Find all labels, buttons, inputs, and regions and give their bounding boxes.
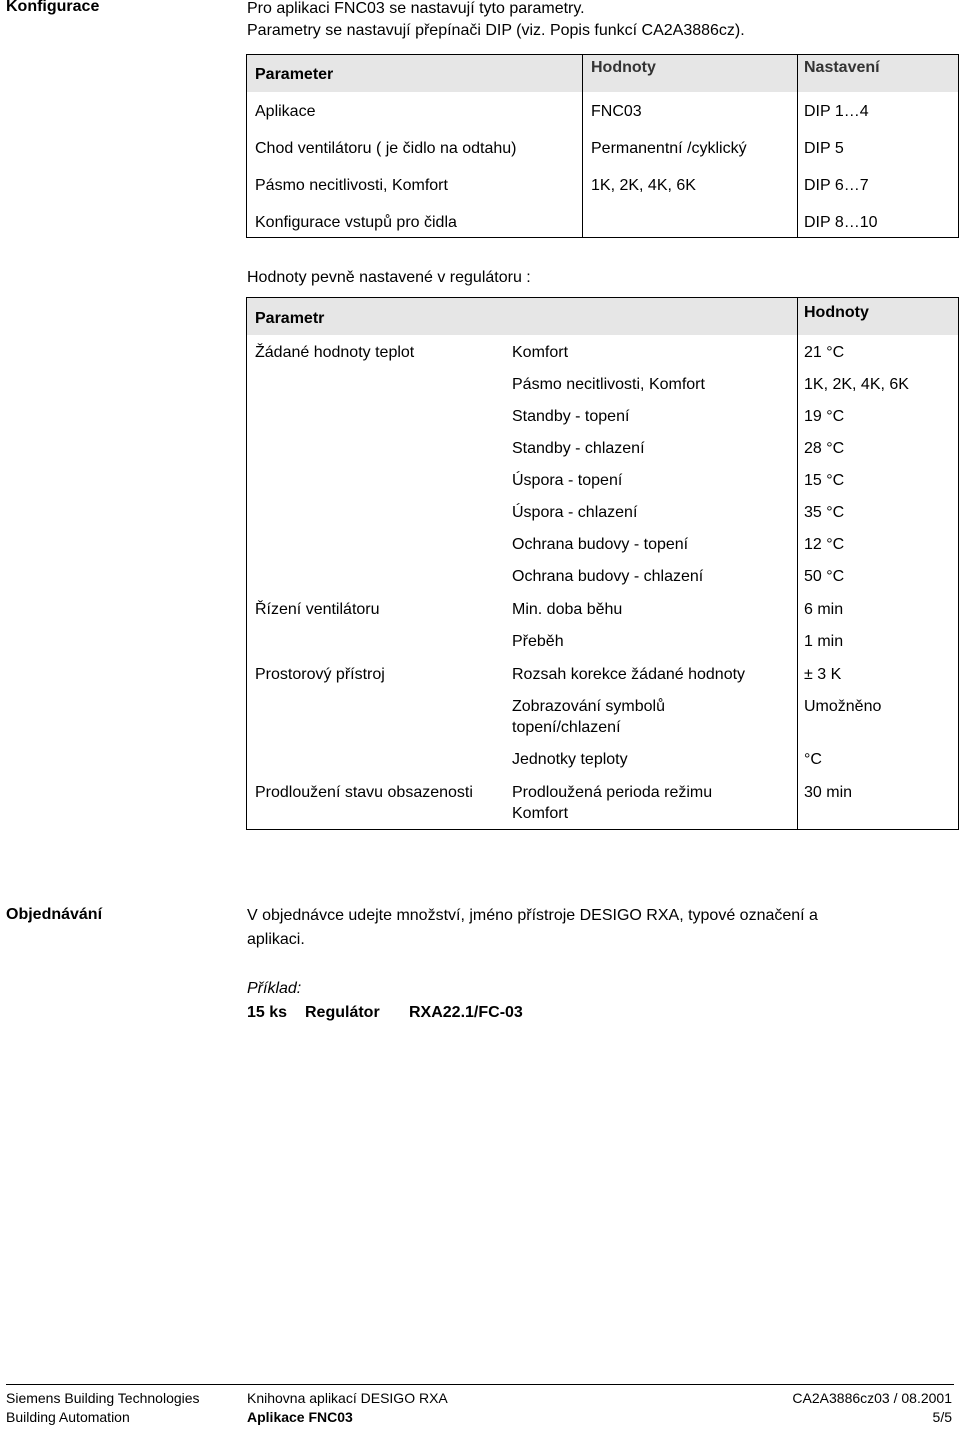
- table-cell: °C: [804, 751, 822, 768]
- group-label: Řízení ventilátoru: [255, 601, 380, 618]
- table-cell: Prodloužená perioda režimu: [512, 784, 713, 801]
- table-cell: Min. doba běhu: [512, 601, 623, 618]
- group-label: Prostorový přístroj: [255, 666, 385, 683]
- table-cell: ± 3 K: [804, 666, 842, 683]
- dip-parameter-table: [246, 54, 959, 238]
- table-cell: Přeběh: [512, 633, 564, 650]
- column-header-parameter: Parameter: [255, 66, 334, 83]
- footer-divider: [6, 1384, 954, 1385]
- footer-application: Aplikace FNC03: [247, 1409, 353, 1425]
- column-header-values: Hodnoty: [591, 59, 656, 76]
- table-cell: Pásmo necitlivosti, Komfort: [255, 177, 448, 194]
- intro-line-2: Parametry se nastavují přepínači DIP (viz. Popis funkcí CA2A3886cz).: [247, 22, 745, 39]
- column-header-values: Hodnoty: [804, 304, 869, 321]
- table-cell: Úspora - chlazení: [512, 504, 638, 521]
- ordering-text-line-1: V objednávce udejte množství, jméno přístroje DESIGO RXA, typové označení a: [247, 907, 818, 924]
- footer-document-code: CA2A3886cz03 / 08.2001: [792, 1390, 952, 1406]
- section-heading-configuration: Konfigurace: [6, 0, 100, 15]
- footer-division: Building Automation: [6, 1409, 130, 1425]
- table-cell: 21 °C: [804, 344, 845, 361]
- table-cell: 15 °C: [804, 472, 845, 489]
- table-cell: Zobrazování symbolů: [512, 698, 665, 715]
- table-cell: Ochrana budovy - chlazení: [512, 568, 704, 585]
- table-cell: 1K, 2K, 4K, 6K: [804, 376, 909, 393]
- ordering-text-line-2: aplikaci.: [247, 931, 305, 948]
- column-header-parameter: Parametr: [255, 310, 325, 327]
- fixed-values-table: [246, 297, 959, 830]
- example-code: RXA22.1/FC-03: [409, 1004, 523, 1021]
- footer-company: Siemens Building Technologies: [6, 1390, 200, 1406]
- table-cell: 1 min: [804, 633, 844, 650]
- table-cell: DIP 6…7: [804, 177, 869, 194]
- fixed-values-heading: Hodnoty pevně nastavené v regulátoru :: [247, 269, 531, 286]
- table-cell: Komfort: [512, 805, 569, 822]
- table-cell: 30 min: [804, 784, 853, 801]
- group-label: Žádané hodnoty teplot: [255, 344, 415, 361]
- table-cell: 19 °C: [804, 408, 845, 425]
- table-cell: DIP 5: [804, 140, 844, 157]
- example-device: Regulátor: [305, 1004, 380, 1021]
- table-cell: 35 °C: [804, 504, 845, 521]
- example-quantity: 15 ks: [247, 1004, 288, 1021]
- table-cell: Jednotky teploty: [512, 751, 628, 768]
- table-cell: Konfigurace vstupů pro čidla: [255, 214, 457, 231]
- footer-page-number: 5/5: [932, 1409, 952, 1425]
- section-heading-ordering: Objednávání: [6, 906, 103, 923]
- table-cell: Permanentní /cyklický: [591, 140, 747, 157]
- table-cell: Umožněno: [804, 698, 882, 715]
- table-cell: Pásmo necitlivosti, Komfort: [512, 376, 705, 393]
- table-cell: Ochrana budovy - topení: [512, 536, 689, 553]
- table-cell: Standby - topení: [512, 408, 630, 425]
- table-cell: 1K, 2K, 4K, 6K: [591, 177, 696, 194]
- column-header-setting: Nastavení: [804, 59, 880, 76]
- footer-library: Knihovna aplikací DESIGO RXA: [247, 1390, 448, 1406]
- table-cell: 50 °C: [804, 568, 845, 585]
- table-cell: Komfort: [512, 344, 569, 361]
- group-label: Prodloužení stavu obsazenosti: [255, 784, 473, 801]
- table-cell: Úspora - topení: [512, 472, 623, 489]
- table-cell: 28 °C: [804, 440, 845, 457]
- table-cell: 6 min: [804, 601, 844, 618]
- intro-line-1: Pro aplikaci FNC03 se nastavují tyto parametry.: [247, 0, 585, 17]
- table-cell: Rozsah korekce žádané hodnoty: [512, 666, 746, 683]
- table-cell: topení/chlazení: [512, 719, 621, 736]
- table-cell: DIP 1…4: [804, 103, 869, 120]
- table-cell: Standby - chlazení: [512, 440, 645, 457]
- table-cell: Chod ventilátoru ( je čidlo na odtahu): [255, 140, 517, 157]
- example-label: Příklad:: [247, 980, 302, 997]
- table-cell: 12 °C: [804, 536, 845, 553]
- table-cell: Aplikace: [255, 103, 316, 120]
- table-cell: FNC03: [591, 103, 642, 120]
- table-cell: DIP 8…10: [804, 214, 878, 231]
